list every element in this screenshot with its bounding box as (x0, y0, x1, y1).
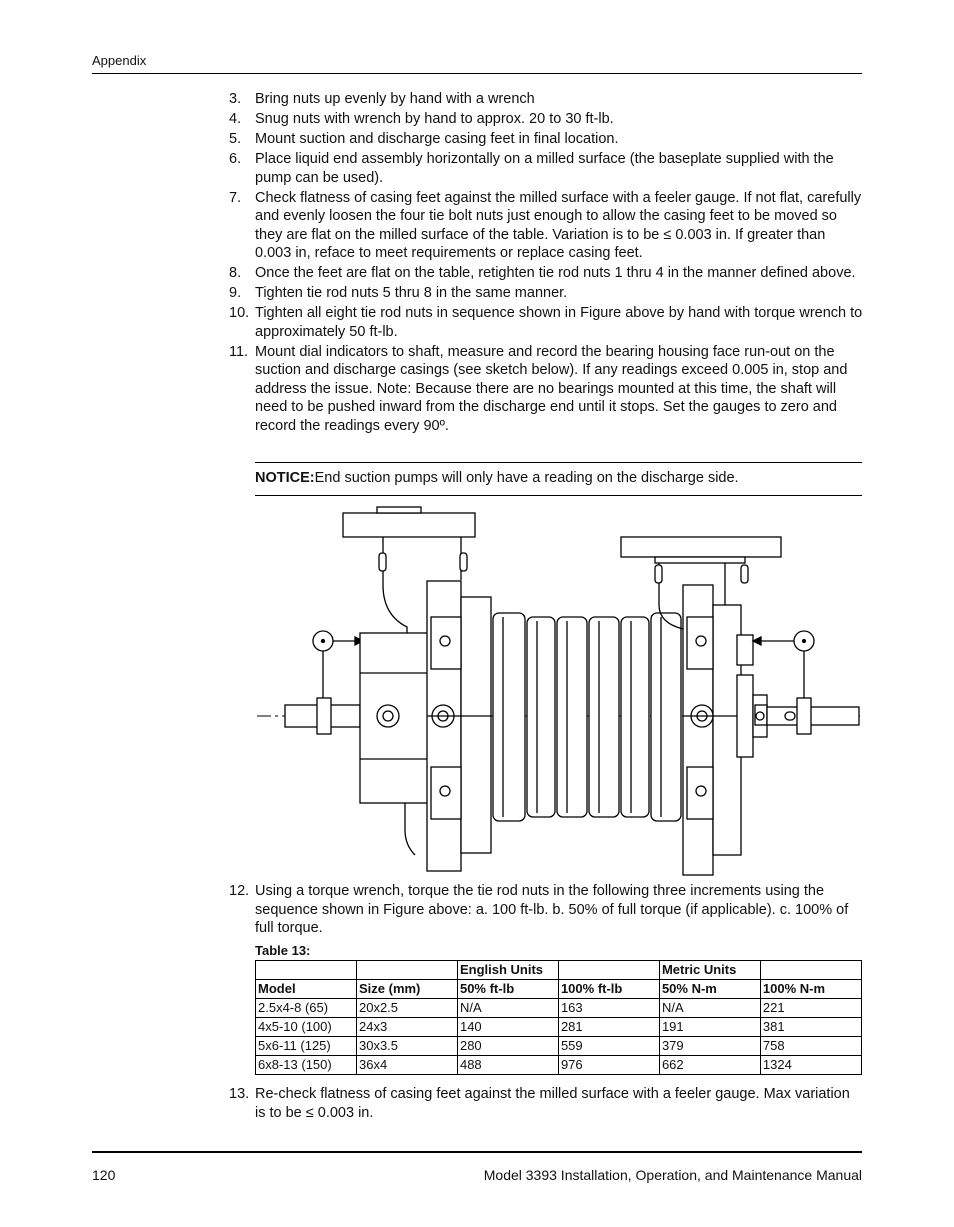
notice-box (255, 462, 862, 496)
table-cell: 30x3.5 (356, 1037, 457, 1056)
step-text: Re-check flatness of casing feet against the milled surface with a feeler gauge. Max variation is to be ≤ 0.003 in. (255, 1086, 850, 1121)
table-header-cell: 50% N-m (659, 980, 760, 999)
footer-divider (92, 1151, 862, 1153)
table-cell: 976 (558, 1056, 659, 1075)
table-cell: 6x8-13 (150) (256, 1056, 357, 1075)
pump-assembly-sketch (255, 505, 862, 877)
step-item (229, 343, 863, 436)
step-13-list (229, 1085, 863, 1124)
table-cell: 281 (558, 1018, 659, 1037)
step-number: 10. (229, 305, 250, 321)
step-text: Bring nuts up evenly by hand with a wrench (255, 91, 535, 107)
table-cell: 140 (457, 1018, 558, 1037)
table-header-cell: 100% N-m (760, 980, 861, 999)
step-item (229, 130, 863, 149)
step-item (229, 264, 863, 283)
document-title: Model 3393 Installation, Operation, and Maintenance Manual (483, 1167, 862, 1183)
table-cell: 280 (457, 1037, 558, 1056)
pump-runout-diagram (255, 505, 862, 877)
step-number: 8. (229, 265, 242, 281)
table-cell: 381 (760, 1018, 861, 1037)
page-number: 120 (92, 1167, 116, 1183)
table-cell: Metric Units (659, 961, 760, 980)
step-number: 5. (229, 131, 242, 147)
step-number: 4. (229, 111, 242, 127)
step-item (229, 304, 863, 341)
step-number: 12. (229, 883, 250, 899)
table-row (256, 1018, 862, 1037)
notice-label: NOTICE: (255, 470, 315, 486)
step-item (229, 1085, 863, 1122)
table-cell: 4x5-10 (100) (256, 1018, 357, 1037)
table-header-cell: 100% ft-lb (558, 980, 659, 999)
step-item (229, 284, 863, 303)
step-item (229, 882, 863, 938)
right-dial-indicator (753, 631, 814, 698)
table-cell (760, 961, 861, 980)
procedure-steps (229, 90, 863, 437)
table-cell: 36x4 (356, 1056, 457, 1075)
step-number: 11. (229, 343, 249, 360)
table-cell: 488 (457, 1056, 558, 1075)
torque-table (255, 960, 862, 1075)
table-header-row (256, 980, 862, 999)
step-12-list (229, 882, 863, 939)
table-cell: 758 (760, 1037, 861, 1056)
step-text: Place liquid end assembly horizontally on a milled surface (the baseplate supplied with the pump can be used). (255, 151, 834, 186)
step-number: 7. (229, 189, 242, 206)
section-title: Appendix (92, 53, 147, 68)
table-cell (558, 961, 659, 980)
right-shaft (767, 707, 859, 725)
table-cell: 662 (659, 1056, 760, 1075)
right-arrow (753, 637, 761, 645)
table-cell: 2.5x4-8 (65) (256, 999, 357, 1018)
table-caption: Table 13: (255, 943, 311, 958)
step-number: 6. (229, 151, 242, 167)
step-text: Tighten tie rod nuts 5 thru 8 in the same manner. (255, 285, 568, 301)
step-text: Using a torque wrench, torque the tie rod nuts in the following three increments using the sequence shown in Figure above: a. 100 ft-lb. b. 50% of full torque (if applicable). c. 100% of full torque. (255, 883, 849, 936)
table-cell (356, 961, 457, 980)
right-shaft-collar (797, 698, 811, 734)
step-item (229, 90, 863, 109)
left-dial-indicator (313, 631, 363, 698)
table-cell: 163 (558, 999, 659, 1018)
suction-bore (377, 705, 399, 727)
step-text: Once the feet are flat on the table, retighten tie rod nuts 1 thru 4 in the manner defined above. (255, 265, 856, 281)
table-header-cell: Size (mm) (356, 980, 457, 999)
step-text: Mount suction and discharge casing feet in final location. (255, 131, 619, 147)
table-cell: 379 (659, 1037, 760, 1056)
table-cell: 221 (760, 999, 861, 1018)
table-cell (256, 961, 357, 980)
suction-flange (427, 581, 491, 871)
table-row (256, 1037, 862, 1056)
step-number: 3. (229, 91, 242, 107)
table-cell: 24x3 (356, 1018, 457, 1037)
step-text: Check flatness of casing feet against the milled surface with a feeler gauge. If not flat, carefully and evenly loosen the four tie bolt nuts just enough to allow the casing feet to be moved so they are flat on the milled surface of the table. Variation is to be ≤ 0.003 in. If greater than 0.003 in, reface to meet requirements or replace casing feet. (255, 189, 862, 261)
table-row (256, 999, 862, 1018)
notice-content (255, 470, 739, 486)
table-group-row (256, 961, 862, 980)
table-cell: N/A (457, 999, 558, 1018)
table-cell: 5x6-11 (125) (256, 1037, 357, 1056)
step-item (229, 150, 863, 187)
stage-rings (493, 613, 681, 821)
table-cell: 191 (659, 1018, 760, 1037)
table-cell: 559 (558, 1037, 659, 1056)
header-divider (92, 73, 862, 74)
step-text: Mount dial indicators to shaft, measure and record the bearing housing face run-out on the suction and discharge casings (see sketch below). If any readings exceed 0.005 in, stop and address the issue. Note: Because there are no bearings mounted at this time, the shaft will need to be pushed inward from the discharge end until it stops. Set the gauges to zero and record the readings every 90º. (255, 343, 848, 434)
step-item (229, 189, 863, 263)
step-text: Snug nuts with wrench by hand to approx. 20 to 30 ft-lb. (255, 111, 614, 127)
table-cell: English Units (457, 961, 558, 980)
table-header-cell: 50% ft-lb (457, 980, 558, 999)
step-text: Tighten all eight tie rod nuts in sequence shown in Figure above by hand with torque wrench to approximately 50 ft-lb. (255, 305, 863, 340)
table-cell: 20x2.5 (356, 999, 457, 1018)
table-cell: N/A (659, 999, 760, 1018)
table-header-cell: Model (256, 980, 357, 999)
table-cell: 1324 (760, 1056, 861, 1075)
step-item (229, 110, 863, 129)
left-shaft-collar (317, 698, 331, 734)
notice-text: End suction pumps will only have a reading on the discharge side. (314, 470, 739, 486)
table-row (256, 1056, 862, 1075)
step-number: 13. (229, 1086, 250, 1102)
step-number: 9. (229, 285, 242, 301)
